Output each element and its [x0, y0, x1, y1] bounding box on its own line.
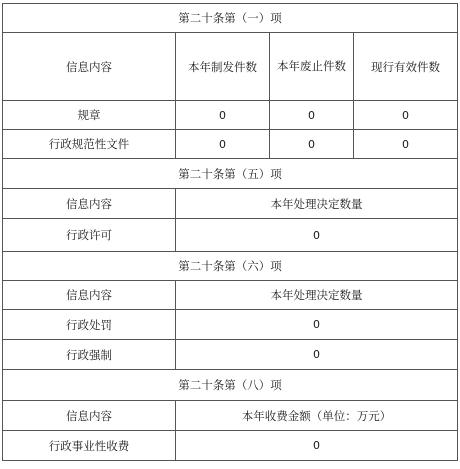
row-value: 0: [176, 310, 458, 340]
table-row: [3, 431, 458, 461]
row-abolished: 0: [270, 130, 354, 159]
row-label: 行政处罚: [3, 310, 176, 340]
table-row: [3, 101, 458, 130]
section-6-heading: 第二十条第（六）项: [3, 252, 458, 281]
row-label: 规章: [3, 101, 176, 130]
section-1-col-info: 信息内容: [3, 33, 176, 101]
row-issued: 0: [176, 101, 270, 130]
section-1-col-abolished: 本年废止件数: [270, 33, 354, 101]
section-5-heading: 第二十条第（五）项: [3, 159, 458, 189]
section-8-heading-row: [3, 370, 458, 401]
table-row: [3, 130, 458, 159]
disclosure-table-frame: [2, 3, 457, 461]
section-1-heading-row: [3, 4, 458, 33]
row-abolished: 0: [270, 101, 354, 130]
row-label: 行政规范性文件: [3, 130, 176, 159]
row-label: 行政事业性收费: [3, 431, 176, 461]
row-label: 行政许可: [3, 219, 176, 252]
section-5-heading-row: [3, 159, 458, 189]
section-5-col-info: 信息内容: [3, 189, 176, 219]
section-8-col-info: 信息内容: [3, 401, 176, 431]
row-label: 行政强制: [3, 340, 176, 370]
row-value: 0: [176, 431, 458, 461]
disclosure-table: [2, 3, 458, 461]
section-6-col-count: 本年处理决定数量: [176, 281, 458, 310]
section-1-header-row: [3, 33, 458, 101]
row-value: 0: [176, 219, 458, 252]
table-row: [3, 310, 458, 340]
row-issued: 0: [176, 130, 270, 159]
section-8-col-amount: 本年收费金额（单位：万元）: [176, 401, 458, 431]
row-valid: 0: [354, 101, 458, 130]
section-1-col-valid: 现行有效件数: [354, 33, 458, 101]
section-1-col-issued: 本年制发件数: [176, 33, 270, 101]
section-6-heading-row: [3, 252, 458, 281]
row-value: 0: [176, 340, 458, 370]
section-5-header-row: [3, 189, 458, 219]
section-8-heading: 第二十条第（八）项: [3, 370, 458, 401]
table-row: [3, 340, 458, 370]
section-6-header-row: [3, 281, 458, 310]
section-5-col-count: 本年处理决定数量: [176, 189, 458, 219]
row-valid: 0: [354, 130, 458, 159]
table-row: [3, 219, 458, 252]
section-1-heading: 第二十条第（一）项: [3, 4, 458, 33]
section-6-col-info: 信息内容: [3, 281, 176, 310]
section-8-header-row: [3, 401, 458, 431]
